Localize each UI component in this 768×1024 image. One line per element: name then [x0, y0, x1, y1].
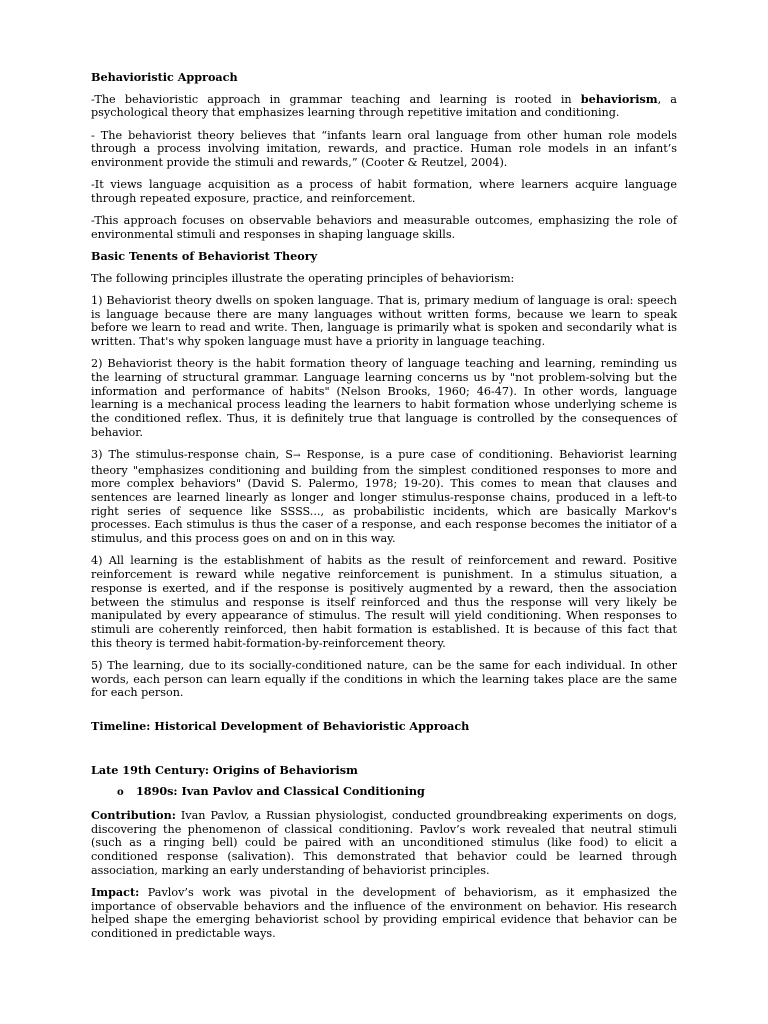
tenet-3-post: Response, is a pure case of conditioning. Behaviorist learning theory "emphasizes conditioning and building from the simplest conditioned responses to more and more complex behaviors" (David S. Palermo, 1978; 19-20). This comes to mean that clauses and sentences are learned linearly as longer and longer stimulus-response chains, produced in a left-to right series of sequence like SSSS..., as probabilistic incidents, which are basically Markov's processes. Each stimulus is thus the caser of a response, and each response becomes the initiator of a stimulus, and this process goes on and on in this way.	[91, 447, 678, 546]
behaviorism-term: behaviorism	[580, 91, 658, 106]
tenets-lead: The following principles illustrate the operating principles of behaviorism:	[91, 271, 515, 285]
intro-paragraph-4: -This approach focuses on observable behaviors and measurable outcomes, emphasizing the role of environmental stimuli and responses in shaping language skills.	[91, 214, 677, 241]
tenet-2: 2) Behaviorist theory is the habit formation theory of language teaching and learning, reminding us the learning of structural grammar. Language learning concerns us by "not problem-solving but the information and performance of habits" (Nelson Brooks, 1960; 46-47). In other words, language learning is a mechanical process leading the learners to habit formation whose underlying scheme is the conditioned reflex. Thus, it is definitely true that language is controlled by the consequences of behavior.	[91, 357, 677, 439]
tenet-1: 1) Behaviorist theory dwells on spoken language. That is, primary medium of language is oral: speech is language because there are many languages without written forms, because we learn to speak before we learn to read and write. Then, language is primarily what is spoken and secondarily what is written. That's why spoken language must have a priority in language teaching.	[91, 293, 677, 349]
bullet-icon: o	[117, 787, 124, 799]
timeline-heading: Timeline: Historical Development of Behavioristic Approach	[91, 718, 470, 733]
impact-text: Pavlov’s work was pivotal in the development of behaviorism, as it emphasized the importance of observable behaviors and the influence of the environment on behavior. His research helped shape the emerging behaviorist school by providing empirical evidence that behavior can be conditioned in predictable ways.	[91, 886, 677, 941]
impact-label: Impact:	[91, 885, 140, 900]
intro-paragraph-1	[91, 93, 677, 120]
impact-paragraph	[91, 886, 677, 941]
tenet-3-pre: 3) The stimulus-response chain, S	[91, 447, 293, 461]
document-page	[91, 71, 677, 949]
tenet-4: 4) All learning is the establishment of habits as the result of reinforcement and reward. Positive reinforcement is reward while negative reinforcement is punishment. In a stimulus situation, a response is exerted, and if the response is positively augmented by a reward, then the association between the stimulus and response is itself reinforced and thus the response will very likely be manipulated by every appearance of stimulus. The result will yield conditioning. When responses to stimuli are coherently reinforced, then habit formation is established. It is because of this fact that this theory is termed habit-formation-by-reinforcement theory.	[91, 554, 677, 650]
document-title: Behavioristic Approach	[91, 70, 238, 84]
intro-paragraph-2: - The behaviorist theory believes that “infants learn oral language from other human role models through a process involving imitation, rewards, and practice. Human role models in an infant’s environment provide the stimuli and rewards,” (Cooter & Reutzel, 2004).	[91, 128, 677, 170]
bullet-text: 1890s: Ivan Pavlov and Classical Conditioning	[136, 784, 425, 799]
right-arrow-icon: →	[292, 450, 301, 461]
intro-text-post: , a psychological theory that emphasizes learning through repetitive imitation and conditioning.	[91, 92, 677, 120]
tenet-3	[91, 448, 677, 546]
tenets-heading: Basic Tenents of Behaviorist Theory	[91, 249, 318, 264]
intro-text-pre: -The behavioristic approach in grammar teaching and learning is rooted in	[91, 92, 581, 106]
contribution-paragraph	[91, 809, 677, 878]
contribution-text: Ivan Pavlov, a Russian physiologist, conducted groundbreaking experiments on dogs, discovering the phenomenon of classical conditioning. Pavlov’s work revealed that neutral stimuli (such as a ringing bell) could be paired with an unconditioned stimulus (like food) to elicit a conditioned response (salivation). This demonstrated that behavior could be learned through association, marking an early understanding of behaviorist principles.	[91, 809, 677, 877]
timeline-bullet-item	[117, 785, 677, 800]
tenet-5: 5) The learning, due to its socially-conditioned nature, can be the same for each individual. In other words, each person can learn equally if the conditions in which the learning takes place are the same for each person.	[91, 658, 677, 700]
contribution-label: Contribution:	[91, 808, 176, 823]
era-heading: Late 19th Century: Origins of Behaviorism	[91, 762, 358, 777]
intro-paragraph-3: -It views language acquisition as a process of habit formation, where learners acquire language through repeated exposure, practice, and reinforcement.	[91, 178, 677, 205]
